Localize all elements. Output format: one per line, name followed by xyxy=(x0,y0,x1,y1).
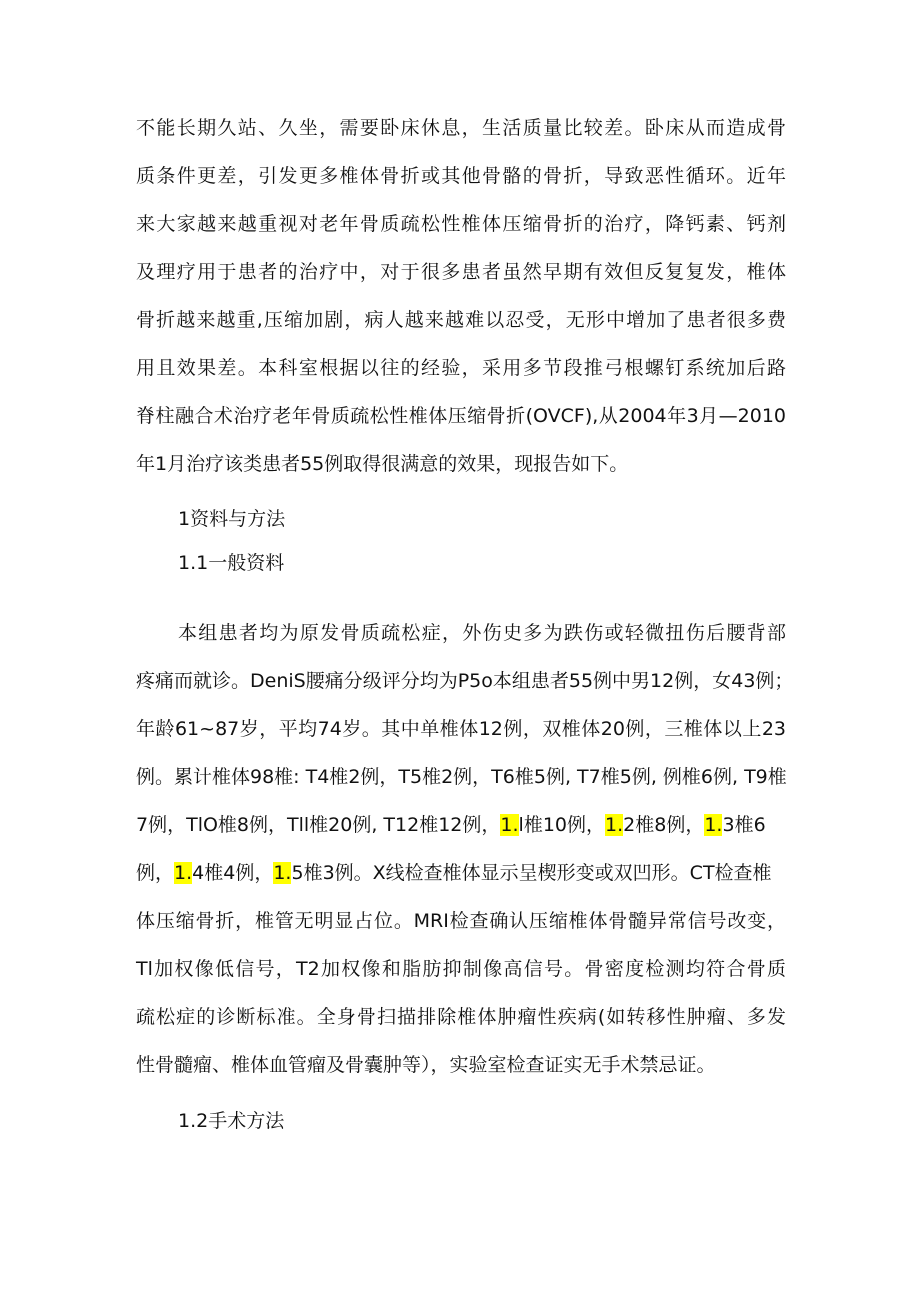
highlighted-text: 1. xyxy=(273,862,292,884)
paragraph-line: 年1月治疗该类患者55例取得很满意的效果，现报告如下。 xyxy=(136,453,629,475)
paragraph-line: 例。累计椎体98椎: T4椎2例，T5椎2例，T6椎5例, T7椎5例, 例椎6例, T9椎 xyxy=(136,766,787,788)
paragraph-line xyxy=(136,859,786,887)
section-heading: 1资料与方法 xyxy=(178,508,286,530)
text-run: 7例，TlO椎8例，Tll椎20例, T12椎12例， xyxy=(136,814,501,836)
text-run: 2椎8例， xyxy=(623,814,705,836)
subsection-heading: 1.2手术方法 xyxy=(178,1110,285,1132)
text-run: 3椎6 xyxy=(722,814,766,836)
paragraph-line: 质条件更差，引发更多椎体骨折或其他骨骼的骨折，导致恶性循环。近年 xyxy=(136,165,786,187)
text-run: 5椎3例。X线检查椎体显示呈楔形变或双凹形。CT检查椎 xyxy=(291,862,772,884)
highlighted-text: 1. xyxy=(500,814,519,836)
paragraph-line: 疼痛而就诊。DeniS腰痛分级评分均为P5o本组患者55例中男12例，女43例； xyxy=(136,670,794,692)
paragraph-line: 性骨髓瘤、椎体血管瘤及骨囊肿等），实验室检查证实无手术禁忌证。 xyxy=(136,1054,716,1076)
text-run: 例， xyxy=(136,862,175,884)
paragraph-line: 体压缩骨折，椎管无明显占位。MRI检查确认压缩椎体骨髓异常信号改变， xyxy=(136,910,786,932)
paragraph-line: 及理疗用于患者的治疗中，对于很多患者虽然早期有效但反复复发，椎体 xyxy=(136,261,786,283)
text-run: 4椎4例， xyxy=(192,862,274,884)
paragraph-line: 来大家越来越重视对老年骨质疏松性椎体压缩骨折的治疗，降钙素、钙剂 xyxy=(136,213,786,235)
highlighted-text: 1. xyxy=(605,814,624,836)
highlighted-text: 1. xyxy=(174,862,193,884)
subsection-heading: 1.1一般资料 xyxy=(178,552,285,574)
text-run: l椎10例， xyxy=(518,814,606,836)
highlighted-text: 1. xyxy=(704,814,723,836)
paragraph-line: 本组患者均为原发骨质疏松症，外伤史多为跌伤或轻微扭伤后腰背部 xyxy=(178,622,786,644)
paragraph-line: 脊柱融合术治疗老年骨质疏松性椎体压缩骨折(OVCF),从2004年3月—2010 xyxy=(136,405,786,427)
paragraph-line xyxy=(136,811,786,839)
paragraph-line: 用且效果差。本科室根据以往的经验，采用多节段推弓根螺钉系统加后路 xyxy=(136,357,786,379)
paragraph-line: 年龄61~87岁，平均74岁。其中单椎体12例，双椎体20例，三椎体以上23 xyxy=(136,718,786,740)
paragraph-line: 疏松症的诊断标准。全身骨扫描排除椎体肿瘤性疾病(如转移性肿瘤、多发 xyxy=(136,1006,786,1028)
paragraph-line: 不能长期久站、久坐，需要卧床休息，生活质量比较差。卧床从而造成骨 xyxy=(136,117,786,139)
paragraph-line: Tl加权像低信号，T2加权像和脂肪抑制像高信号。骨密度检测均符合骨质 xyxy=(136,958,786,980)
paragraph-line: 骨折越来越重,压缩加剧，病人越来越难以忍受，无形中增加了患者很多费 xyxy=(136,309,786,331)
